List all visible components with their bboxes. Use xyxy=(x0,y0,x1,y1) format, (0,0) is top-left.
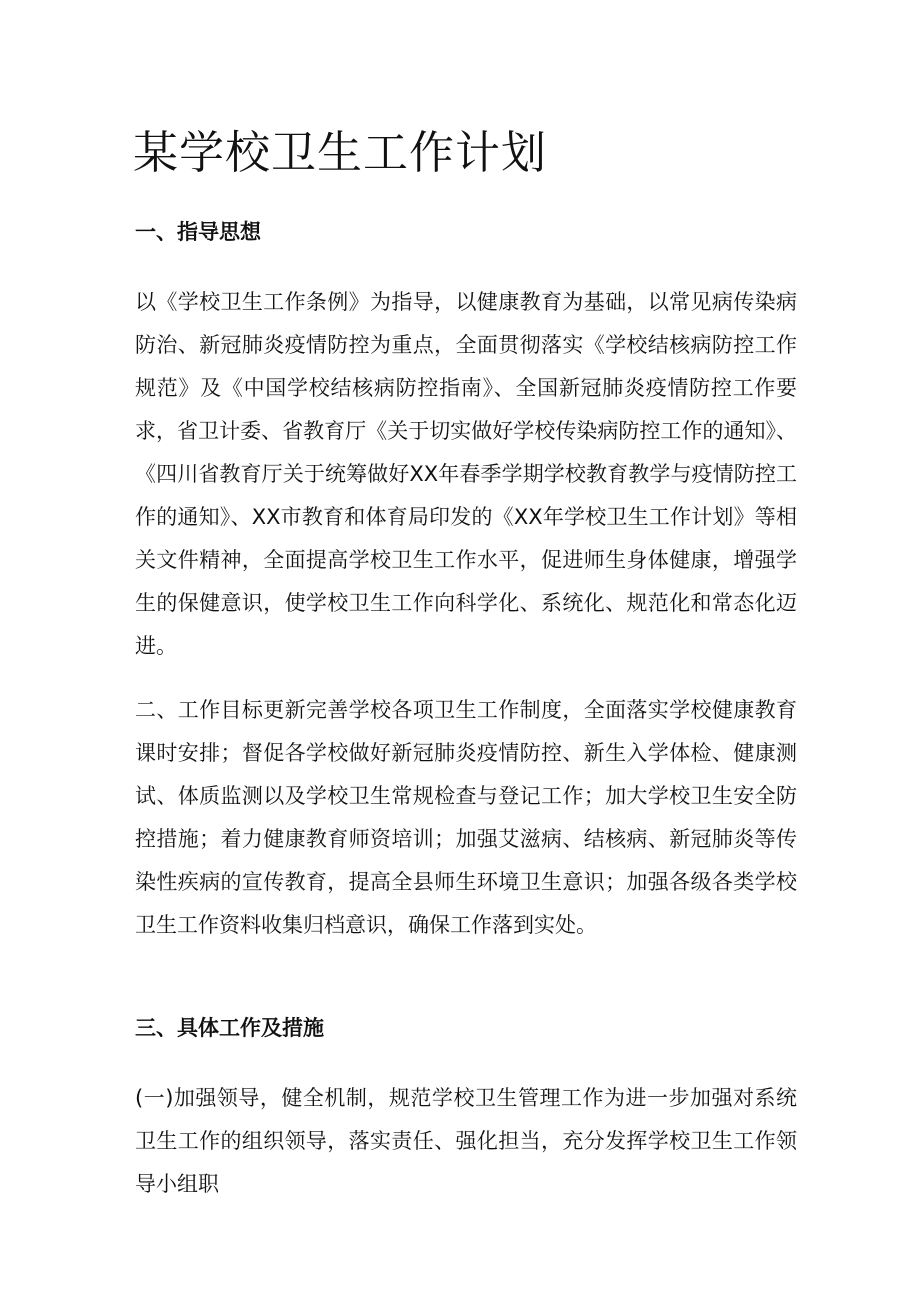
document-title: 某学校卫生工作计划 xyxy=(133,126,548,179)
section-heading-measures: 三、具体工作及措施 xyxy=(135,1016,324,1040)
section-heading-guiding-ideology: 一、指导思想 xyxy=(135,220,261,244)
paragraph-measures-1: (一)加强领导，健全机制，规范学校卫生管理工作为进一步加强对系统卫生工作的组织领导，落实责任、强化担当，充分发挥学校卫生工作领导小组职 xyxy=(135,1086,797,1196)
paragraph-guiding-ideology: 以《学校卫生工作条例》为指导，以健康教育为基础，以常见病传染病防治、新冠肺炎疫情防控为重点，全面贯彻落实《学校结核病防控工作规范》及《中国学校结核病防控指南》、全国新冠肺炎疫情防控工作要求，省卫计委、省教育厅《关于切实做好学校传染病防控工作的通知》、《四川省教育厅关于统筹做好XX年春季学期学校教育教学与疫情防控工作的通知》、XX市教育和体育局印发的《XX年学校卫生工作计划》等相关文件精神，全面提高学校卫生工作水平，促进师生身体健康，增强学生的保健意识，使学校卫生工作向科学化、系统化、规范化和常态化迈进。 xyxy=(135,290,797,658)
paragraph-work-goals: 二、工作目标更新完善学校各项卫生工作制度，全面落实学校健康教育课时安排；督促各学校做好新冠肺炎疫情防控、新生入学体检、健康测试、体质监测以及学校卫生常规检查与登记工作；加大学校卫生安全防控措施；着力健康教育师资培训；加强艾滋病、结核病、新冠肺炎等传染性疾病的宣传教育，提高全县师生环境卫生意识；加强各级各类学校卫生工作资料收集归档意识，确保工作落到实处。 xyxy=(135,698,797,937)
